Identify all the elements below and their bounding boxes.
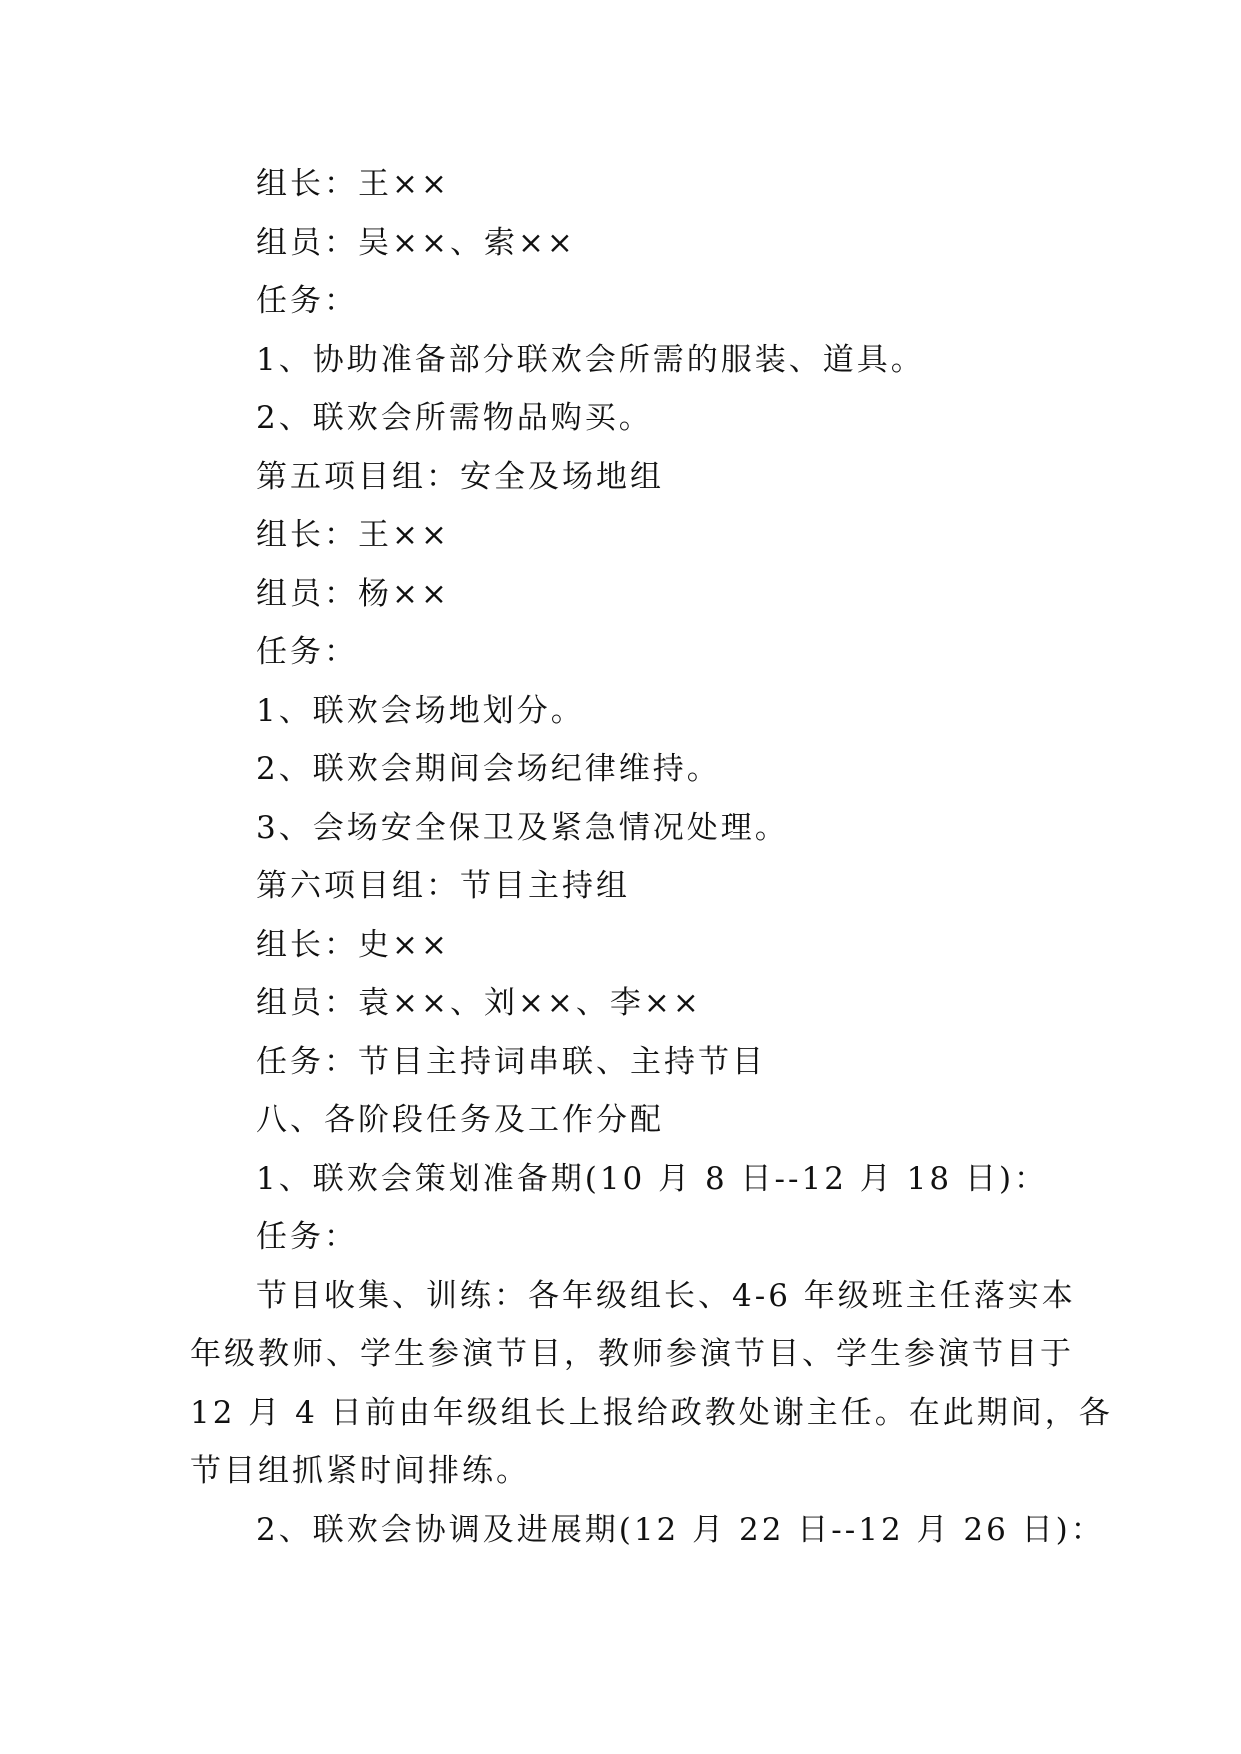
text-line: 2、联欢会所需物品购买。 <box>256 400 653 436</box>
section-heading: 第五项目组：安全及场地组 <box>256 458 664 495</box>
text-line: 任务：节目主持词串联、主持节目 <box>256 1043 766 1080</box>
paragraph-line: 节目组抓紧时间排练。 <box>190 1453 530 1489</box>
text-line: 组长：史×× <box>256 926 450 963</box>
text-line: 1、联欢会场地划分。 <box>256 692 585 729</box>
text-line: 组员：杨×× <box>256 575 450 612</box>
text-line: 任务： <box>256 634 358 670</box>
paragraph <box>190 1267 1113 1501</box>
document-body <box>190 155 1113 1559</box>
text-line: 任务： <box>256 1219 358 1255</box>
section-heading: 八、各阶段任务及工作分配 <box>256 1102 664 1138</box>
text-line: 2、联欢会期间会场纪律维持。 <box>256 751 721 787</box>
text-line: 组员：袁××、刘××、李×× <box>256 985 702 1021</box>
text-line: 1、协助准备部分联欢会所需的服装、道具。 <box>256 341 925 378</box>
paragraph-line: 12 月 4 日前由年级组长上报给政教处谢主任。在此期间，各 <box>190 1394 1113 1431</box>
text-line: 2、联欢会协调及进展期(12 月 22 日--12 月 26 日)： <box>256 1511 1105 1548</box>
paragraph-line: 年级教师、学生参演节目，教师参演节目、学生参演节目于 <box>190 1336 1074 1372</box>
text-line: 组员：吴××、索×× <box>256 224 576 261</box>
text-line: 1、联欢会策划准备期(10 月 8 日--12 月 18 日)： <box>256 1160 1049 1197</box>
text-line: 组长：王×× <box>256 517 450 553</box>
paragraph-line: 节目收集、训练：各年级组长、4-6 年级班主任落实本 <box>256 1277 1076 1314</box>
text-line: 任务： <box>256 283 358 319</box>
section-heading: 第六项目组：节目主持组 <box>256 868 630 904</box>
text-line: 3、会场安全保卫及紧急情况处理。 <box>256 809 789 846</box>
text-line: 组长：王×× <box>256 166 450 202</box>
